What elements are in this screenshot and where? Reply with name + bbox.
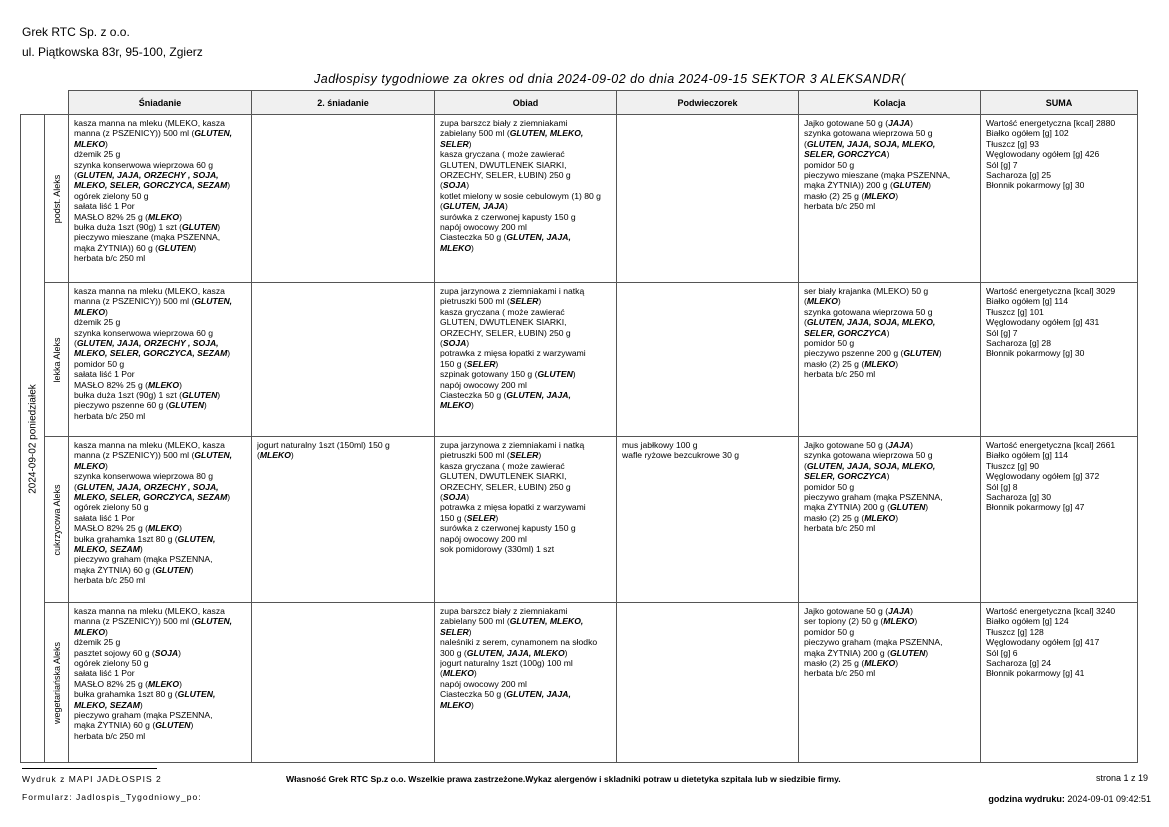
menu-line: (GLUTEN, JAJA, ORZECHY , SOJA, xyxy=(74,338,219,349)
allergen-text: MLEKO xyxy=(440,699,472,710)
menu-line: MASŁO 82% 25 g (MLEKO) xyxy=(74,678,182,689)
menu-line: mąka ŻYTNIA)) 60 g (GLUTEN) xyxy=(74,242,197,253)
menu-line: (GLUTEN, JAJA, SOJA, MLEKO, xyxy=(804,317,936,328)
menu-line: Ciasteczka 50 g (GLUTEN, JAJA, xyxy=(440,390,571,401)
allergen-text: GLUTEN, MLEKO, xyxy=(509,616,584,627)
allergen-text: GLUTEN, JAJA, ORZECHY , SOJA, xyxy=(76,338,219,349)
date-cell xyxy=(21,115,45,763)
allergen-text: SELER xyxy=(440,626,469,637)
meal-cell-dinner xyxy=(799,283,981,437)
allergen-text: GLUTEN xyxy=(889,502,926,513)
menu-line: napój owocowy 200 ml xyxy=(440,533,527,544)
menu-line: masło (2) 25 g (MLEKO) xyxy=(804,358,899,369)
allergen-text: MLEKO xyxy=(864,658,896,669)
menu-line: manna (z PSZENICY)) 500 ml (GLUTEN, xyxy=(74,296,233,307)
menu-line: pieczywo pszenne 200 g (GLUTEN) xyxy=(804,348,942,359)
menu-line: Sacharoza [g] 30 xyxy=(986,492,1051,503)
menu-line: (MLEKO) xyxy=(257,450,294,461)
diet-cell xyxy=(45,115,69,283)
menu-line: szpinak gotowany 150 g (GLUTEN) xyxy=(440,369,576,380)
meal-cell-afternoon-snack xyxy=(617,115,799,283)
meal-cell-lunch xyxy=(435,283,617,437)
menu-line: herbata b/c 250 ml xyxy=(74,410,146,421)
diet-label: cukrzycowa Aleks xyxy=(51,483,62,556)
menu-line: zabielany 500 ml (GLUTEN, MLEKO, xyxy=(440,128,584,139)
menu-line: herbata b/c 250 ml xyxy=(804,369,876,380)
menu-line: Błonnik pokarmowy [g] 30 xyxy=(986,180,1085,191)
menu-line: (MLEKO) xyxy=(440,668,477,679)
footer-print-source: Wydruk z MAPI JADŁOSPIS 2 xyxy=(22,774,162,784)
menu-line: MLEKO, SELER, GORCZYCA, SEZAM) xyxy=(74,348,231,359)
header-row xyxy=(21,91,1138,115)
menu-line: mąka ŻYTNIA) 200 g (GLUTEN) xyxy=(804,502,929,513)
allergen-text: GLUTEN, JAJA, SOJA, MLEKO, xyxy=(806,460,936,471)
menu-line: Błonnik pokarmowy [g] 41 xyxy=(986,668,1085,679)
menu-line: Wartość energetyczna [kcal] 2880 xyxy=(986,118,1116,128)
menu-line: MLEKO) xyxy=(74,626,108,637)
allergen-text: GLUTEN, xyxy=(194,296,233,307)
menu-line: naleśniki z serem, cynamonem na słodko xyxy=(440,637,598,648)
menu-line: Wartość energetyczna [kcal] 2661 xyxy=(986,440,1116,450)
meal-cell-afternoon-snack xyxy=(617,603,799,763)
menu-line: MLEKO, SEZAM) xyxy=(74,699,143,710)
meal-cell-second-breakfast xyxy=(252,283,435,437)
meal-cell-second-breakfast xyxy=(252,437,435,603)
menu-line: szynka konserwowa wieprzowa 80 g xyxy=(74,471,213,482)
menu-line: sok pomidorowy (330ml) 1 szt xyxy=(440,544,555,555)
allergen-text: MLEKO, SELER, GORCZYCA, SEZAM xyxy=(74,180,228,191)
menu-line: MLEKO, SELER, GORCZYCA, SEZAM) xyxy=(74,492,231,503)
menu-line: masło (2) 25 g (MLEKO) xyxy=(804,190,899,201)
footer-form-name: Formularz: Jadlospis_Tygodniowy_po: xyxy=(22,792,202,802)
menu-line: pomidor 50 g xyxy=(804,338,855,349)
allergen-text: MLEKO, SEZAM xyxy=(74,544,140,555)
meal-cell-breakfast xyxy=(69,115,252,283)
menu-line: kasza manna na mleku (MLEKO, kasza xyxy=(74,118,225,128)
menu-line: Węglowodany ogółem [g] 372 xyxy=(986,471,1100,482)
menu-line: pomidor 50 g xyxy=(804,481,855,492)
menu-line: Tłuszcz [g] 90 xyxy=(986,460,1040,471)
allergen-text: GLUTEN, JAJA, ORZECHY , SOJA, xyxy=(76,170,219,181)
menu-line: SELER, GORCZYCA) xyxy=(804,149,890,160)
diet-label: podst. Aleks xyxy=(51,174,62,223)
menu-line: ORZECHY, SELER, ŁUBIN) 250 g xyxy=(440,481,571,492)
menu-line: pieczywo mieszane (mąka PSZENNA, xyxy=(74,232,221,243)
menu-line: mąka ŻYTNIA) 60 g (GLUTEN) xyxy=(74,564,194,575)
allergen-text: MLEKO xyxy=(806,296,838,307)
allergen-text: SOJA xyxy=(154,647,179,658)
menu-line: GLUTEN, DWUTLENEK SIARKI, xyxy=(440,317,567,328)
allergen-text: MLEKO xyxy=(74,626,106,637)
allergen-text: SELER, GORCZYCA xyxy=(804,327,887,338)
allergen-text: MLEKO xyxy=(74,138,106,149)
menu-line: MLEKO) xyxy=(74,138,108,149)
col-header-breakfast: Śniadanie xyxy=(69,91,252,115)
allergen-text: MLEKO, SEZAM xyxy=(74,699,140,710)
menu-line: kotlet mielony w sosie cebulowym (1) 80 g xyxy=(440,190,601,201)
allergen-text: GLUTEN xyxy=(892,180,929,191)
allergen-text: JAJA xyxy=(888,440,911,450)
menu-line: bułka duża 1szt (90g) 1 szt (GLUTEN) xyxy=(74,390,221,401)
allergen-text: GLUTEN, JAJA, SOJA, MLEKO, xyxy=(806,317,936,328)
menu-line: kasza gryczana ( może zawierać xyxy=(440,149,565,160)
allergen-text: GLUTEN xyxy=(168,400,204,411)
allergen-text: MLEKO xyxy=(442,668,474,679)
allergen-text: SOJA xyxy=(442,180,467,191)
menu-line: Sacharoza [g] 25 xyxy=(986,170,1051,181)
menu-line: herbata b/c 250 ml xyxy=(804,201,876,212)
menu-line: Białko ogółem [g] 114 xyxy=(986,450,1069,461)
menu-line: kasza manna na mleku (MLEKO, kasza xyxy=(74,606,225,616)
meal-cell-afternoon-snack xyxy=(617,283,799,437)
menu-line: Błonnik pokarmowy [g] 30 xyxy=(986,348,1085,359)
diet-label: lekka Aleks xyxy=(51,336,62,383)
diet-row xyxy=(21,437,1138,603)
meal-cell-lunch xyxy=(435,603,617,763)
menu-line: SELER, GORCZYCA) xyxy=(804,471,890,482)
menu-line: MASŁO 82% 25 g (MLEKO) xyxy=(74,211,182,222)
menu-line: (SOJA) xyxy=(440,180,470,191)
allergen-text: MLEKO xyxy=(864,358,896,369)
col-header-dinner: Kolacja xyxy=(799,91,981,115)
menu-line: mus jabłkowy 100 g xyxy=(622,440,698,450)
menu-line: MLEKO) xyxy=(74,306,108,317)
menu-line: ORZECHY, SELER, ŁUBIN) 250 g xyxy=(440,327,571,338)
allergen-text: JAJA xyxy=(888,606,911,616)
menu-line: (SOJA) xyxy=(440,492,470,503)
allergen-text: GLUTEN xyxy=(181,390,218,401)
allergen-text: GLUTEN, JAJA, xyxy=(506,390,571,401)
allergen-text: GLUTEN, MLEKO, xyxy=(509,128,584,139)
menu-line: pieczywo graham (mąka PSZENNA, xyxy=(804,492,943,503)
menu-line: ogórek zielony 50 g xyxy=(74,502,149,513)
menu-line: (GLUTEN, JAJA, SOJA, MLEKO, xyxy=(804,138,936,149)
menu-line: zupa jarzynowa z ziemniakami i natką xyxy=(440,440,585,450)
print-time-label: godzina wydruku: xyxy=(988,794,1065,804)
menu-table xyxy=(20,90,1138,763)
allergen-text: GLUTEN, JAJA, xyxy=(506,689,571,700)
allergen-text: MLEKO, SELER, GORCZYCA, SEZAM xyxy=(74,492,228,503)
menu-line: masło (2) 25 g (MLEKO) xyxy=(804,512,899,523)
meal-cell-sum xyxy=(981,603,1138,763)
menu-line: pieczywo graham (mąka PSZENNA, xyxy=(804,637,943,648)
menu-line: MASŁO 82% 25 g (MLEKO) xyxy=(74,523,182,534)
meal-cell-breakfast xyxy=(69,437,252,603)
menu-line: sałata liść 1 Por xyxy=(74,369,135,380)
menu-line: Sól [g] 6 xyxy=(986,647,1018,658)
menu-line: pieczywo pszenne 60 g (GLUTEN) xyxy=(74,400,207,411)
menu-line: Wartość energetyczna [kcal] 3029 xyxy=(986,286,1116,296)
menu-line: szynka konserwowa wieprzowa 60 g xyxy=(74,159,213,170)
menu-line: MLEKO) xyxy=(74,460,108,471)
menu-line: sałata liść 1 Por xyxy=(74,512,135,523)
menu-line: ogórek zielony 50 g xyxy=(74,658,149,669)
allergen-text: SELER xyxy=(466,358,496,369)
allergen-text: MLEKO xyxy=(148,678,180,689)
allergen-text: GLUTEN, JAJA, SOJA, MLEKO, xyxy=(806,138,936,149)
menu-line: mąka ŻYTNIA)) 200 g (GLUTEN) xyxy=(804,180,932,191)
menu-line: SELER, GORCZYCA) xyxy=(804,327,890,338)
menu-line: Białko ogółem [g] 114 xyxy=(986,296,1069,307)
menu-line: Ciasteczka 50 g (GLUTEN, JAJA, xyxy=(440,232,571,243)
menu-line: Białko ogółem [g] 102 xyxy=(986,128,1069,139)
menu-line: zupa barszcz biały z ziemniakami xyxy=(440,606,568,616)
menu-line: Jajko gotowane 50 g (JAJA) xyxy=(804,118,913,128)
diet-cell xyxy=(45,283,69,437)
menu-line: pomidor 50 g xyxy=(804,626,855,637)
menu-line: jogurt naturalny 1szt (150ml) 150 g xyxy=(257,440,390,450)
allergen-text: GLUTEN, xyxy=(194,450,233,461)
menu-line: pieczywo mieszane (mąka PSZENNA, xyxy=(804,170,951,181)
menu-line: manna (z PSZENICY)) 500 ml (GLUTEN, xyxy=(74,450,233,461)
diet-cell xyxy=(45,603,69,763)
menu-line: szynka konserwowa wieprzowa 60 g xyxy=(74,327,213,338)
allergen-text: SELER xyxy=(509,296,539,307)
meal-cell-breakfast xyxy=(69,603,252,763)
allergen-text: MLEKO xyxy=(883,616,915,627)
diet-row xyxy=(21,603,1138,763)
menu-line: Wartość energetyczna [kcal] 3240 xyxy=(986,606,1116,616)
menu-line: Tłuszcz [g] 128 xyxy=(986,626,1044,637)
meal-cell-lunch xyxy=(435,437,617,603)
menu-line: ser topiony (2) 50 g (MLEKO) xyxy=(804,616,918,627)
meal-cell-breakfast xyxy=(69,283,252,437)
allergen-text: MLEKO xyxy=(864,512,896,523)
menu-line: szynka gotowana wieprzowa 50 g xyxy=(804,450,933,461)
menu-line: Białko ogółem [g] 124 xyxy=(986,616,1069,627)
allergen-text: GLUTEN xyxy=(155,720,191,731)
allergen-text: MLEKO, SELER, GORCZYCA, SEZAM xyxy=(74,348,228,359)
menu-line: pieczywo graham (mąka PSZENNA, xyxy=(74,710,213,721)
allergen-text: MLEKO xyxy=(148,523,180,534)
menu-line: bułka grahamka 1szt 80 g (GLUTEN, xyxy=(74,689,216,700)
header-spacer xyxy=(21,91,45,115)
page-number: strona 1 z 19 xyxy=(1095,773,1148,783)
menu-line: surówka z czerwonej kapusty 150 g xyxy=(440,523,576,534)
menu-line: kasza gryczana ( może zawierać xyxy=(440,460,565,471)
allergen-text: GLUTEN xyxy=(158,242,194,253)
menu-line: Jajko gotowane 50 g (JAJA) xyxy=(804,606,913,616)
menu-line: Tłuszcz [g] 101 xyxy=(986,306,1044,317)
meal-cell-lunch xyxy=(435,115,617,283)
menu-line: herbata b/c 250 ml xyxy=(74,575,146,586)
menu-line: ser biały krajanka (MLEKO) 50 g xyxy=(804,286,929,296)
footer-copyright-notice: Własność Grek RTC Sp.z o.o. Wszelkie prawa zastrzeżone.Wykaz alergenów i skladniki potraw u dietetyka szpitala lub w siedzibie firmy. xyxy=(286,774,841,784)
menu-line: MLEKO) xyxy=(440,242,474,253)
menu-line: napój owocowy 200 ml xyxy=(440,379,527,390)
menu-line: surówka z czerwonej kapusty 150 g xyxy=(440,211,576,222)
allergen-text: GLUTEN, xyxy=(177,533,216,544)
meal-cell-dinner xyxy=(799,437,981,603)
menu-line: 150 g (SELER) xyxy=(440,512,499,523)
allergen-text: MLEKO xyxy=(259,450,291,461)
diet-row xyxy=(21,115,1138,283)
menu-line: pieczywo graham (mąka PSZENNA, xyxy=(74,554,213,565)
col-header-lunch: Obiad xyxy=(435,91,617,115)
menu-line: manna (z PSZENICY)) 500 ml (GLUTEN, xyxy=(74,128,233,139)
menu-line: Sól [g] 7 xyxy=(986,327,1018,338)
menu-line: kasza manna na mleku (MLEKO, kasza xyxy=(74,286,225,296)
menu-line: Węglowodany ogółem [g] 431 xyxy=(986,317,1100,328)
company-name: Grek RTC Sp. z o.o. xyxy=(22,25,130,39)
menu-line: Sól [g] 7 xyxy=(986,159,1018,170)
menu-line: (SOJA) xyxy=(440,338,470,349)
header-spacer xyxy=(45,91,69,115)
menu-line: Sól [g] 8 xyxy=(986,481,1018,492)
menu-line: (GLUTEN, JAJA, ORZECHY , SOJA, xyxy=(74,481,219,492)
menu-line: kasza manna na mleku (MLEKO, kasza xyxy=(74,440,225,450)
menu-line: MLEKO) xyxy=(440,400,474,411)
menu-line: MLEKO, SEZAM) xyxy=(74,544,143,555)
menu-line: Sacharoza [g] 28 xyxy=(986,338,1051,349)
allergen-text: GLUTEN xyxy=(181,222,218,233)
meal-cell-sum xyxy=(981,283,1138,437)
company-address: ul. Piątkowska 83r, 95-100, Zgierz xyxy=(22,45,203,59)
allergen-text: MLEKO xyxy=(440,400,472,411)
menu-line: herbata b/c 250 ml xyxy=(74,730,146,741)
menu-line: herbata b/c 250 ml xyxy=(804,668,876,679)
menu-line: herbata b/c 250 ml xyxy=(74,253,146,264)
menu-line: mąka ŻYTNIA) 60 g (GLUTEN) xyxy=(74,720,194,731)
allergen-text: GLUTEN, JAJA xyxy=(442,201,505,212)
menu-line: manna (z PSZENICY)) 500 ml (GLUTEN, xyxy=(74,616,233,627)
meal-cell-second-breakfast xyxy=(252,115,435,283)
allergen-text: SELER, GORCZYCA xyxy=(804,149,887,160)
menu-line: mąka ŻYTNIA) 200 g (GLUTEN) xyxy=(804,647,929,658)
diet-row xyxy=(21,283,1138,437)
menu-line: pomidor 50 g xyxy=(804,159,855,170)
diet-cell xyxy=(45,437,69,603)
allergen-text: MLEKO xyxy=(74,460,106,471)
menu-line: jogurt naturalny 1szt (100g) 100 ml xyxy=(440,658,573,669)
allergen-text: SELER, GORCZYCA xyxy=(804,471,887,482)
menu-line: (GLUTEN, JAJA) xyxy=(440,201,508,212)
menu-line: Sacharoza [g] 24 xyxy=(986,658,1051,669)
allergen-text: GLUTEN, xyxy=(177,689,216,700)
document-title: Jadłospisy tygodniowe za okres od dnia 2024-09-02 do dnia 2024-09-15 SEKTOR 3 ALEKSANDR( xyxy=(314,72,906,86)
allergen-text: MLEKO xyxy=(148,379,180,390)
menu-line: potrawka z mięsa łopatki z warzywami xyxy=(440,502,586,513)
menu-line: wafle ryżowe bezcukrowe 30 g xyxy=(622,450,740,461)
allergen-text: GLUTEN, JAJA, ORZECHY , SOJA, xyxy=(76,481,219,492)
menu-line: zupa jarzynowa z ziemniakami i natką xyxy=(440,286,585,296)
menu-line: Jajko gotowane 50 g (JAJA) xyxy=(804,440,913,450)
allergen-text: GLUTEN, JAJA, xyxy=(506,232,571,243)
allergen-text: SELER xyxy=(509,450,539,461)
diet-label: wegetariańska Aleks xyxy=(51,641,62,724)
menu-line: MLEKO, SELER, GORCZYCA, SEZAM) xyxy=(74,180,231,191)
menu-line: SELER) xyxy=(440,626,472,637)
meal-cell-sum xyxy=(981,437,1138,603)
menu-line: dżemik 25 g xyxy=(74,317,121,328)
allergen-text: MLEKO xyxy=(148,211,180,222)
col-header-second-breakfast: 2. śniadanie xyxy=(252,91,435,115)
allergen-text: SOJA xyxy=(442,338,467,349)
col-header-afternoon-snack: Podwieczorek xyxy=(617,91,799,115)
menu-line: dżemik 25 g xyxy=(74,637,121,648)
menu-line: 150 g (SELER) xyxy=(440,358,499,369)
print-time-value: 2024-09-01 09:42:51 xyxy=(1067,794,1151,804)
menu-line: pomidor 50 g xyxy=(74,358,125,369)
allergen-text: GLUTEN, JAJA, MLEKO xyxy=(466,647,565,658)
meal-cell-afternoon-snack xyxy=(617,437,799,603)
allergen-text: MLEKO xyxy=(864,190,896,201)
menu-line: ogórek zielony 50 g xyxy=(74,190,149,201)
menu-line: 300 g (GLUTEN, JAJA, MLEKO) xyxy=(440,647,568,658)
menu-line: herbata b/c 250 ml xyxy=(804,523,876,534)
allergen-text: GLUTEN xyxy=(889,647,926,658)
menu-line: ORZECHY, SELER, ŁUBIN) 250 g xyxy=(440,170,571,181)
menu-line: Węglowodany ogółem [g] 417 xyxy=(986,637,1100,648)
meal-cell-second-breakfast xyxy=(252,603,435,763)
menu-line: szynka gotowana wieprzowa 50 g xyxy=(804,128,933,139)
allergen-text: SELER xyxy=(466,512,496,523)
menu-line: Węglowodany ogółem [g] 426 xyxy=(986,149,1100,160)
allergen-text: MLEKO xyxy=(440,242,472,253)
allergen-text: SOJA xyxy=(442,492,467,503)
allergen-text: GLUTEN, xyxy=(194,128,233,139)
menu-line: masło (2) 25 g (MLEKO) xyxy=(804,658,899,669)
menu-line: (GLUTEN, JAJA, SOJA, MLEKO, xyxy=(804,460,936,471)
menu-line: (MLEKO) xyxy=(804,296,841,307)
menu-line: zabielany 500 ml (GLUTEN, MLEKO, xyxy=(440,616,584,627)
menu-line: Tłuszcz [g] 93 xyxy=(986,138,1040,149)
allergen-text: SELER xyxy=(440,138,469,149)
menu-line: GLUTEN, DWUTLENEK SIARKI, xyxy=(440,159,567,170)
allergen-text: GLUTEN xyxy=(537,369,573,380)
menu-line: GLUTEN, DWUTLENEK SIARKI, xyxy=(440,471,567,482)
footer-divider xyxy=(22,768,157,769)
allergen-text: GLUTEN xyxy=(903,348,939,359)
menu-line: SELER) xyxy=(440,138,472,149)
menu-line: pasztet sojowy 60 g (SOJA) xyxy=(74,647,182,658)
menu-line: MASŁO 82% 25 g (MLEKO) xyxy=(74,379,182,390)
allergen-text: GLUTEN, xyxy=(194,616,233,627)
menu-line: bułka grahamka 1szt 80 g (GLUTEN, xyxy=(74,533,216,544)
menu-line: sałata liść 1 Por xyxy=(74,201,135,212)
menu-line: kasza gryczana ( może zawierać xyxy=(440,306,565,317)
date-label: 2024-09-02 poniedziałek xyxy=(27,383,38,494)
menu-line: dżemik 25 g xyxy=(74,149,121,160)
allergen-text: JAJA xyxy=(888,118,911,128)
menu-line: szynka gotowana wieprzowa 50 g xyxy=(804,306,933,317)
menu-line: napój owocowy 200 ml xyxy=(440,222,527,233)
menu-line: Błonnik pokarmowy [g] 47 xyxy=(986,502,1085,513)
meal-cell-dinner xyxy=(799,115,981,283)
menu-line: napój owocowy 200 ml xyxy=(440,678,527,689)
menu-line: (GLUTEN, JAJA, ORZECHY , SOJA, xyxy=(74,170,219,181)
menu-line: sałata liść 1 Por xyxy=(74,668,135,679)
print-timestamp xyxy=(988,794,1151,804)
menu-line: zupa barszcz biały z ziemniakami xyxy=(440,118,568,128)
allergen-text: GLUTEN xyxy=(155,564,191,575)
menu-line: pietruszki 500 ml (SELER) xyxy=(440,296,542,307)
menu-line: MLEKO) xyxy=(440,699,474,710)
col-header-sum: SUMA xyxy=(981,91,1138,115)
meal-cell-sum xyxy=(981,115,1138,283)
allergen-text: MLEKO xyxy=(74,306,106,317)
menu-line: potrawka z mięsa łopatki z warzywami xyxy=(440,348,586,359)
menu-line: bułka duża 1szt (90g) 1 szt (GLUTEN) xyxy=(74,222,221,233)
menu-line: pietruszki 500 ml (SELER) xyxy=(440,450,542,461)
meal-cell-dinner xyxy=(799,603,981,763)
menu-line: Ciasteczka 50 g (GLUTEN, JAJA, xyxy=(440,689,571,700)
